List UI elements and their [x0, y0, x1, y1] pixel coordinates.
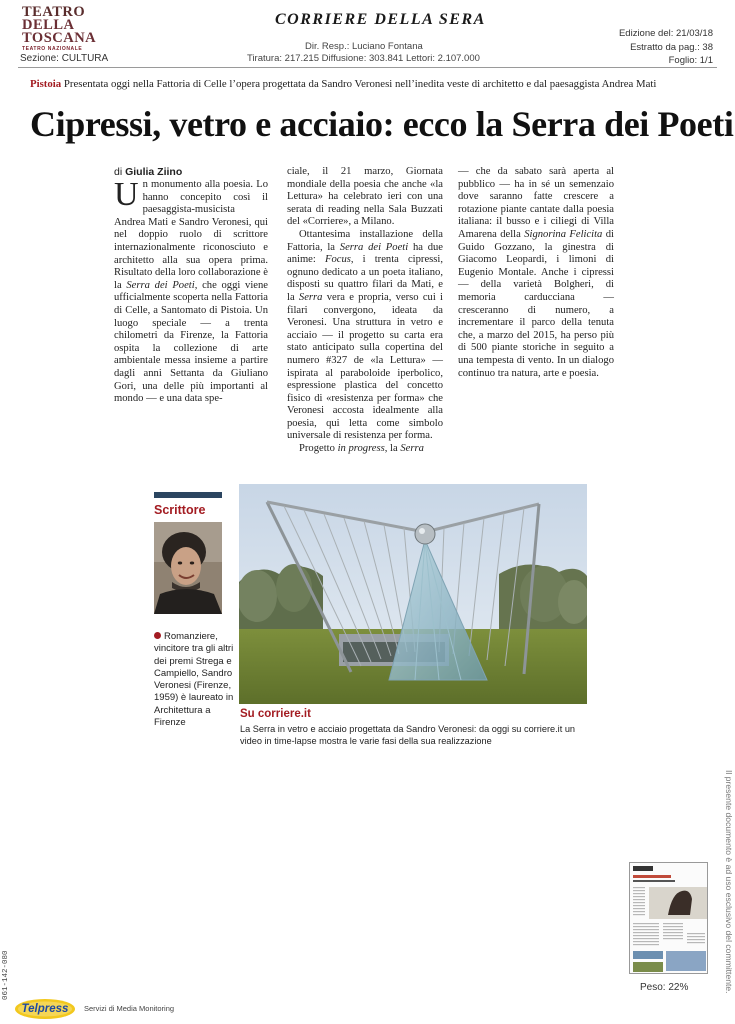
header-divider: [18, 67, 717, 68]
kicker-text: Presentata oggi nella Fattoria di Celle l’opera progettata da Sandro Veronesi nell’inedita veste di architetto e dal paesaggista Andrea Mati: [61, 78, 657, 90]
page-thumbnail: [629, 862, 708, 974]
writer-portrait: [154, 522, 222, 614]
circulation-line: Tiratura: 217.215 Diffusione: 303.841 Lettori: 2.107.000: [247, 53, 480, 64]
document-code: [2, 920, 12, 1000]
writer-caption-text: Romanziere, vincitore tra gli altri dei premi Strega e Campiello, Sandro Veronesi (Firenze, 1959) è laureato in Architettura a Firenze: [154, 631, 234, 729]
newspaper-masthead: CORRIERE DELLA SERA: [275, 11, 486, 28]
logo-subtitle: TEATRO NAZIONALE: [22, 46, 83, 52]
footer-text: Servizi di Media Monitoring: [84, 1004, 175, 1013]
usage-notice-text: Il presente documento è ad uso esclusivo del committente.: [724, 770, 734, 994]
article-kicker: [30, 78, 710, 90]
byline-author: Giulia Ziino: [125, 166, 183, 178]
text-run: Ottantesima installazione della Fattoria, la: [287, 228, 443, 253]
italic-run: in progress: [337, 443, 385, 455]
article-headline: Cipressi, vetro e acciaio: ecco la Serra dei Poeti: [30, 104, 734, 144]
weight-label: Peso: 22%: [640, 982, 689, 993]
text-run: Progetto: [299, 443, 338, 455]
text-run: — che da sabato sarà aperta al pubblico — ha in sé un semenzaio dove saranno fatte crescere a rotazione piante cantate dalla poesia italiana: il busso e i ciliegi di Villa Amarena della: [458, 166, 614, 240]
drop-cap: U: [114, 176, 139, 213]
text-run: ha due anime:: [287, 241, 444, 266]
edition-date: Edizione del: 21/03/18: [618, 28, 713, 39]
italic-run: Signorina Felicita: [524, 228, 603, 240]
telpress-wordmark: Telpress: [21, 1003, 69, 1015]
photo-caption: La Serra in vetro e acciaio progettata da Sandro Veronesi: da oggi su corriere.it un video in time-lapse mostra le varie fasi della sua realizzazione: [240, 724, 576, 747]
logo-line-2: DELLA: [22, 17, 75, 33]
corriere-link[interactable]: Su corriere.it: [240, 708, 311, 720]
usage-notice: [724, 770, 735, 1000]
text-run: vera e propria, verso cui i filari convergono, ideata da Veronesi. Una struttura in vetro e acciaio — il progetto su carta era stato anticipato sulla copertina del numero #327 de «la Lettura» — ispirata al paraboloide iperbolico, espressione plastica del concetto fisico di «resistenza per forma» che Veronesi accosta idealmente alla poesia, qui letta come simbolo universale di resistenza per forma.: [287, 291, 443, 442]
bullet-icon: [154, 632, 161, 639]
italic-run: Serra: [400, 443, 424, 455]
extract-page: Estratto da pag.: 38: [630, 41, 713, 53]
article-column-2: [287, 166, 443, 456]
column-1-paragraph: [114, 176, 268, 406]
logo-line-1: TEATRO: [22, 4, 86, 20]
italic-run: Serra dei Poeti: [339, 241, 409, 253]
article-column-3: [458, 166, 614, 380]
italic-run: Serra dei Poeti: [126, 279, 195, 291]
byline-prefix: di: [114, 166, 126, 178]
logo-line-3: TOSCANA: [22, 30, 97, 46]
kicker-place: Pistoia: [30, 78, 62, 90]
text-run: di Guido Gozzano, la ginestra di Giacomo Leopardi, i limoni di Eugenio Montale. Anche i cipressi — della varietà Bolgheri, di memoria carducciana — cresceranno di numero, a incrementare il parco della tenuta che, a marzo del 2015, ha perso più di 500 piante storiche in seguito a una tempesta di vento. In un dialogo continuo tra natura, arte e poesia.: [458, 228, 614, 379]
column-2-paragraph-2: [287, 229, 443, 443]
writer-box-bar: [154, 492, 222, 498]
text-run: , la: [384, 443, 401, 455]
director-line: Dir. Resp.: Luciano Fontana: [305, 41, 423, 52]
thumbnail-image: [630, 863, 708, 974]
column-2-paragraph-3: [287, 443, 443, 456]
section-label: Sezione: CULTURA: [20, 53, 109, 64]
serra-photo: [239, 484, 587, 704]
italic-run: Focus: [324, 254, 351, 266]
sheet-number: Foglio: 1/1: [668, 55, 713, 66]
writer-caption: [154, 631, 234, 729]
writer-box-title: Scrittore: [154, 503, 206, 517]
serra-illustration: [239, 484, 587, 704]
portrait-image: [154, 522, 222, 614]
telpress-logo: [14, 998, 76, 1020]
text-run: n monumento alla poesia. Lo hanno concepito così il paesaggista-musicista Andrea Mati e Sandro Veronesi, qui nel doppio ruolo di scrittore internazionalmente riconosciuto e architetto alla sua opera prima. Risultato della loro collaborazione è la: [114, 179, 268, 291]
column-3-paragraph: [458, 166, 614, 380]
text-run: , che oggi viene ufficialmente scoperta nella Fattoria di Celle, a Santomato di Pistoia. Un luogo speciale — a trenta chilometri da Firenze, la Fattoria ospita la collezione di arte ambientale messa insieme a partire dagli anni Settanta da Giuliano Gori, una delle più importanti al mondo — e una data spe-: [114, 279, 268, 405]
text-run: , i trenta cipressi, ognuno dedicato a un poeta italiano, disposti su quattro filari da Mati, e la: [287, 254, 443, 303]
article-column-1: [114, 176, 268, 406]
column-2-paragraph-1: ciale, il 21 marzo, Giornata mondiale della poesia che anche «la Lettura» ha celebrato ieri con una serata di reading nella Sala Buzzati del «Corriere», a Milano.: [287, 166, 443, 228]
italic-run: Serra: [298, 291, 323, 303]
theatre-logo: [22, 6, 130, 50]
edition-meta: [593, 27, 713, 68]
document-code-text: 061-142-080: [2, 950, 10, 1000]
